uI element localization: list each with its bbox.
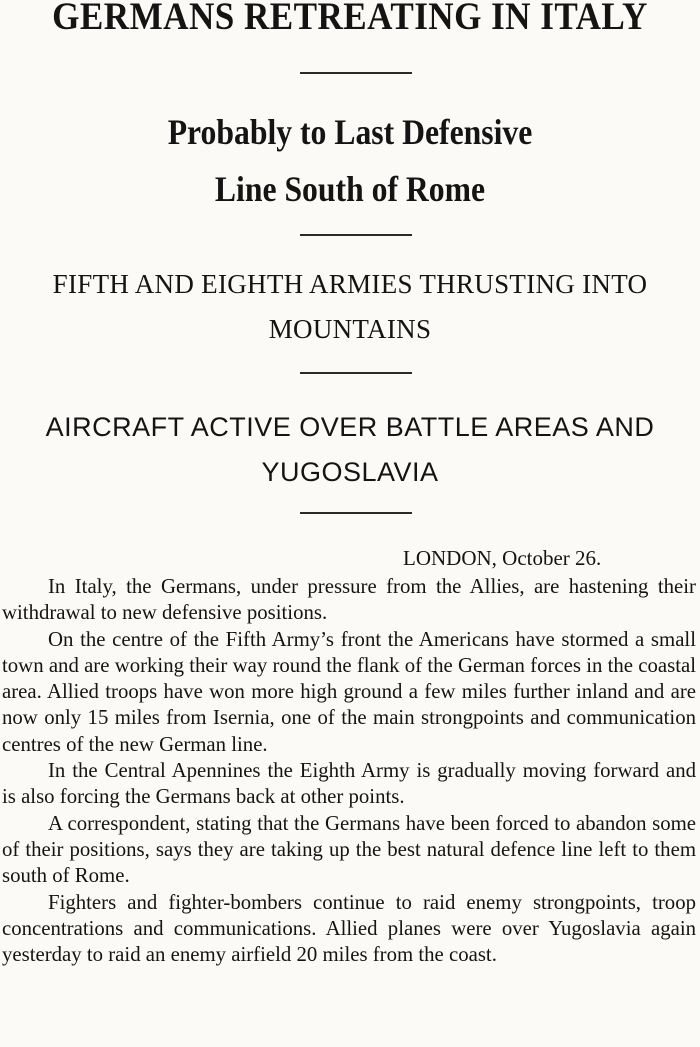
divider-rule (300, 234, 412, 236)
divider-rule (300, 372, 412, 374)
paragraph: In the Central Apennines the Eighth Army is gradually moving forward and is also forcing the Germans back at other points. (2, 759, 696, 809)
article-body (2, 574, 696, 968)
dateline: LONDON, October 26. (403, 546, 602, 570)
paragraph: A correspondent, stating that the Germans have been forced to abandon some of their positions, says they are taking up the best natural defence line left to them south of Rome. (2, 811, 696, 888)
paragraph: On the centre of the Fifth Army’s front the Americans have stormed a small town and are working their way round the flank of the German forces in the coastal area. Allied troops have won more high ground a few miles further inland and are now only 15 miles from Isernia, one of the main strongpoints and communication centres of the new German line. (2, 627, 696, 756)
deck-2: FIFTH AND EIGHTH ARMIES THRUSTING INTO MOUNTAINS (52, 269, 648, 344)
deck-1: Probably to Last Defensive Line South of Rome (167, 112, 533, 209)
divider-rule (300, 72, 412, 74)
paragraph: Fighters and fighter-bombers continue to raid enemy strongpoints, troop concentrations and communications. Allied planes were over Yugoslavia again yesterday to raid an enemy airfield 20 miles from the coast. (2, 890, 696, 967)
headline: GERMANS RETREATING IN ITALY (52, 0, 648, 38)
paragraph: In Italy, the Germans, under pressure from the Allies, are hastening their withdrawal to new defensive positions. (2, 575, 696, 625)
deck-3: AIRCRAFT ACTIVE OVER BATTLE AREAS AND YUGOSLAVIA (45, 412, 655, 487)
divider-rule (300, 512, 412, 514)
